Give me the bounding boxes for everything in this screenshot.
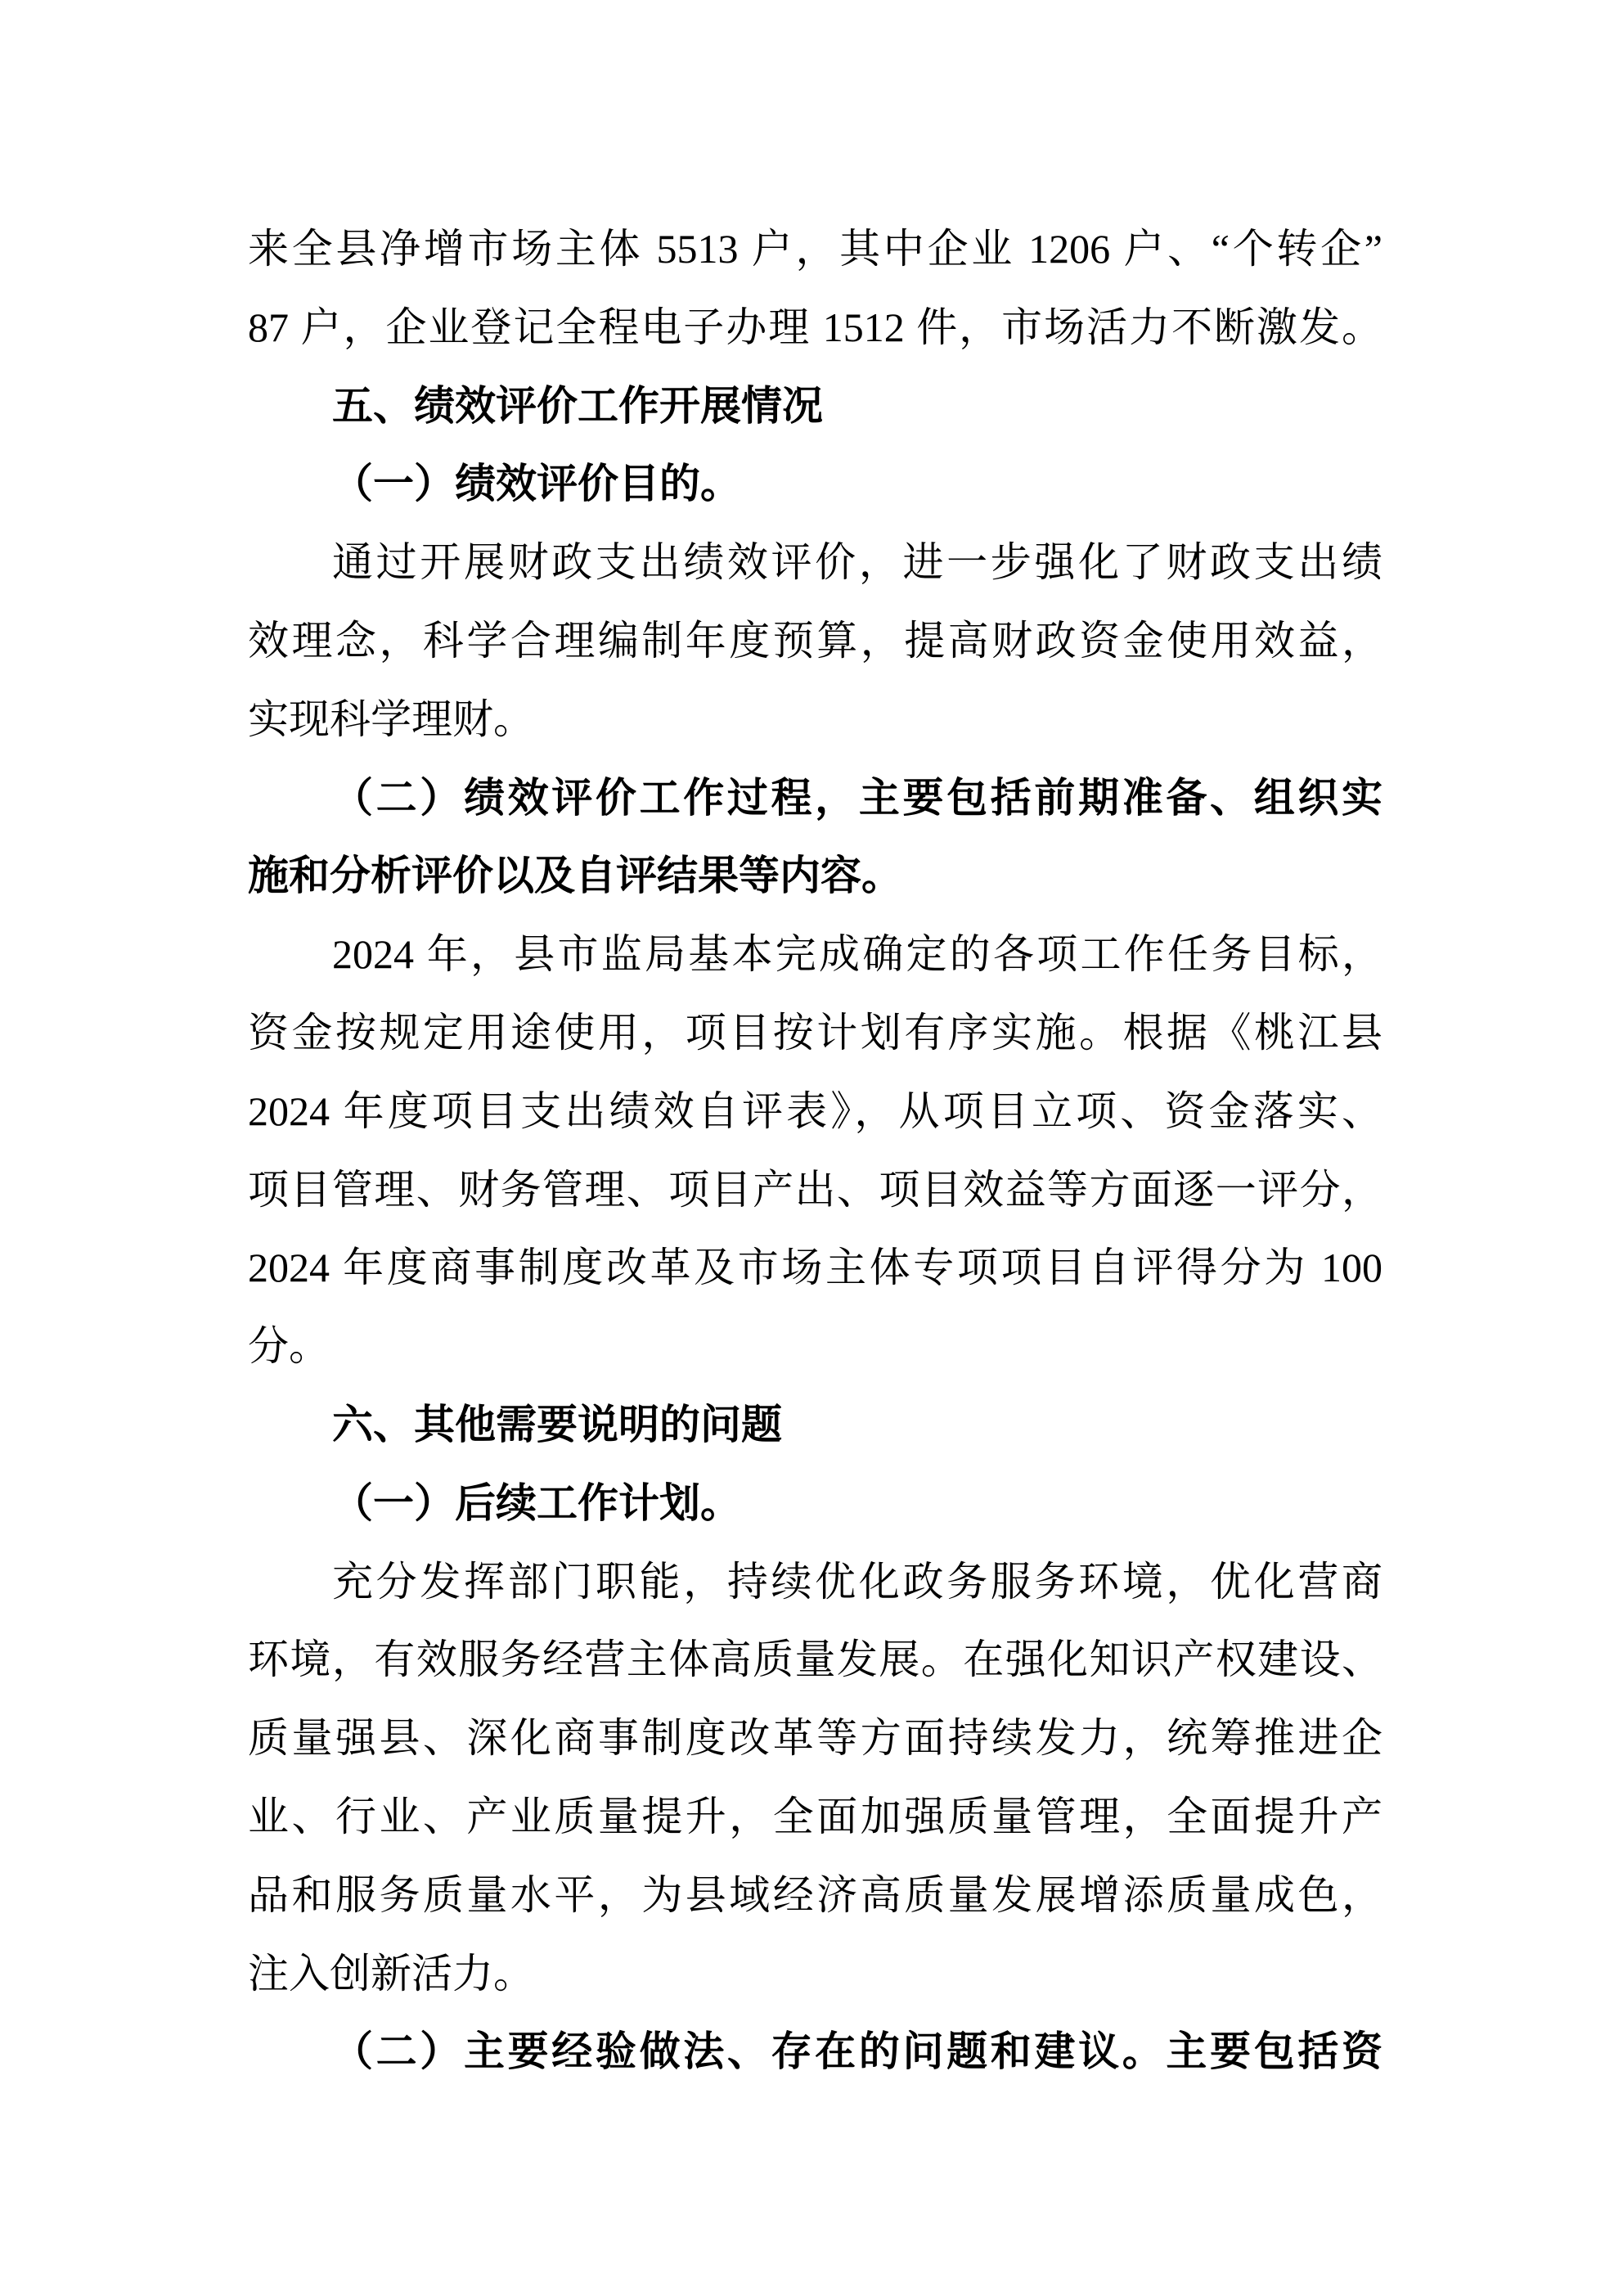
- text-line: 品和服务质量水平，为县域经济高质量发展增添质量成色，: [248, 1871, 1382, 1918]
- text-line: 业、行业、产业质量提升，全面加强质量管理，全面提升产: [248, 1793, 1382, 1839]
- text-line: 实现科学理财。: [248, 696, 534, 742]
- text-line: 来全县净增市场主体 5513 户，其中企业 1206 户、“个转企”: [248, 226, 1382, 272]
- subsection-heading-line: （一）后续工作计划。: [332, 1479, 741, 1526]
- subsection-heading-line: （一）绩效评价目的。: [332, 461, 741, 507]
- text-line: 资金按规定用途使用，项目按计划有序实施。根据《桃江县: [248, 1009, 1382, 1056]
- text-line: 2024 年度项目支出绩效自评表》，从项目立项、资金落实、: [248, 1087, 1382, 1134]
- text-line: 质量强县、深化商事制度改革等方面持续发力，统筹推进企: [248, 1715, 1382, 1762]
- section-heading-line: 五、绩效评价工作开展情况: [332, 382, 823, 429]
- text-line: 通过开展财政支出绩效评价，进一步强化了财政支出绩: [332, 539, 1382, 586]
- subsection-heading-line: 施和分析评价以及自评结果等内容。: [248, 853, 902, 899]
- text-line: 项目管理、财务管理、项目产出、项目效益等方面逐一评分，: [248, 1166, 1382, 1213]
- text-line: 2024 年，县市监局基本完成确定的各项工作任务目标，: [332, 931, 1382, 978]
- text-line: 87 户，企业登记全程电子办理 1512 件，市场活力不断激发。: [248, 304, 1382, 350]
- text-line: 2024 年度商事制度改革及市场主体专项项目自评得分为 100: [248, 1245, 1382, 1291]
- section-heading-line: 六、其他需要说明的问题: [332, 1401, 782, 1447]
- text-line: 效理念，科学合理编制年度预算，提高财政资金使用效益，: [248, 617, 1382, 664]
- text-line: 分。: [248, 1323, 330, 1370]
- text-line: 注入创新活力。: [248, 1950, 534, 1997]
- subsection-heading-line: （二）绩效评价工作过程，主要包括前期准备、组织实: [332, 774, 1382, 821]
- text-line: 充分发挥部门职能，持续优化政务服务环境，优化营商: [332, 1558, 1382, 1605]
- text-line: 环境，有效服务经营主体高质量发展。在强化知识产权建设、: [248, 1636, 1382, 1683]
- subsection-heading-line: （二）主要经验做法、存在的问题和建议。主要包括资: [332, 2028, 1382, 2075]
- document-body: [248, 210, 1382, 2091]
